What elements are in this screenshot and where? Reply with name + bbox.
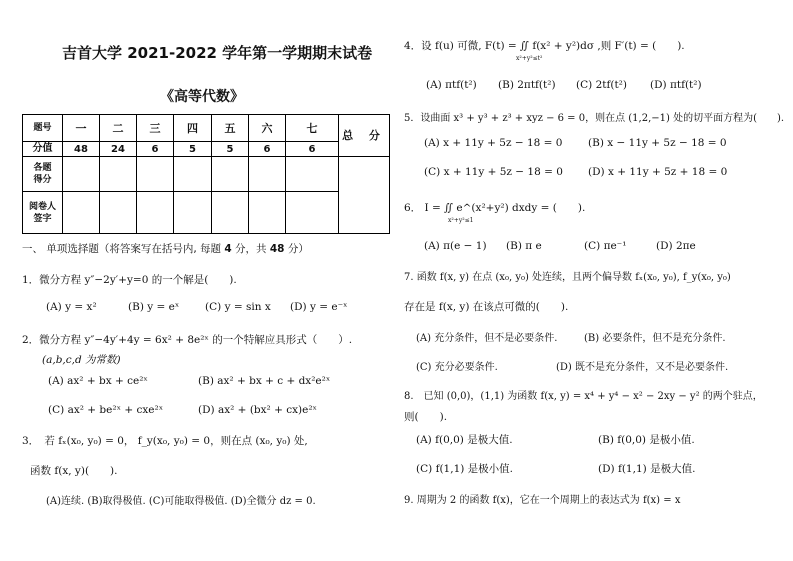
col-6: 六 xyxy=(249,115,286,142)
q2-option-a[interactable]: (A) ax² + bx + ce²ˣ xyxy=(48,375,148,387)
points-2: 24 xyxy=(100,142,137,156)
q4-domain: x²+y²≤t² xyxy=(516,55,543,62)
q6-domain: x²+y²≤1 xyxy=(448,217,474,224)
q4-text: 4．设 f(u) 可微, F(t) = ∬ f(x² + y²)dσ ,则 F′(t) = ( ). xyxy=(404,40,685,52)
grader-cell[interactable] xyxy=(174,192,212,234)
q6-option-d[interactable]: (D) 2πe xyxy=(656,240,696,252)
q8-option-a[interactable]: (A) f(0,0) 是极大值. xyxy=(416,434,513,446)
q7-option-d[interactable]: (D) 既不是充分条件，又不是必要条件. xyxy=(556,362,729,373)
q8-option-d[interactable]: (D) f(1,1) 是极大值. xyxy=(598,463,696,475)
score-points-row xyxy=(23,142,390,156)
q3-options[interactable]: (A)连续. (B)取得极值. (C)可能取得极值. (D)全微分 dz = 0. xyxy=(46,496,316,507)
score-table xyxy=(22,114,390,234)
earned-cell[interactable] xyxy=(137,156,174,192)
header-label: 题号 xyxy=(23,115,63,142)
row3-label: 各题得分 xyxy=(23,156,63,192)
q7-option-b[interactable]: (B) 必要条件，但不是充分条件. xyxy=(584,333,726,344)
grader-cell[interactable] xyxy=(286,192,339,234)
q2-option-d[interactable]: (D) ax² + (bx² + cx)e²ˣ xyxy=(198,404,318,416)
q1-option-c[interactable]: (C) y = sin x xyxy=(205,301,271,313)
q6-option-a[interactable]: (A) π(e − 1) xyxy=(424,240,487,252)
points-3: 6 xyxy=(137,142,174,156)
col-5: 五 xyxy=(212,115,249,142)
points-4: 5 xyxy=(174,142,212,156)
q5-text: 5．设曲面 x³ + y³ + z³ + xyz − 6 = 0，则在点 (1,2,−1) 处的切平面方程为( ). xyxy=(404,113,785,124)
points-label: 分值 xyxy=(23,142,63,156)
q7-text2: 存在是 f(x, y) 在该点可微的( ). xyxy=(404,301,569,313)
exam-title: 吉首大学 2021-2022 学年第一学期期末试卷 xyxy=(62,44,373,62)
q4-option-c[interactable]: (C) 2tf(t²) xyxy=(576,79,627,91)
q1-option-d[interactable]: (D) y = e⁻ˣ xyxy=(290,301,348,313)
earned-cell[interactable] xyxy=(286,156,339,192)
exam-subject: 《高等代数》 xyxy=(160,89,244,105)
col-4: 四 xyxy=(174,115,212,142)
q5-option-a[interactable]: (A) x + 11y + 5z − 18 = 0 xyxy=(424,137,563,149)
q8-text: 8. 已知 (0,0)，(1,1) 为函数 f(x, y) = x⁴ + y⁴ − x² − 2xy − y² 的两个驻点， xyxy=(404,391,763,402)
q3-text2: 函数 f(x, y)( ). xyxy=(30,465,118,477)
q1-option-b[interactable]: (B) y = eˣ xyxy=(128,301,180,313)
q1-text: 1．微分方程 y″−2y′+y=0 的一个解是( ). xyxy=(22,274,237,286)
q2-option-c[interactable]: (C) ax² + be²ˣ + cxe²ˣ xyxy=(48,404,164,416)
points-7: 6 xyxy=(286,142,339,156)
q2-option-b[interactable]: (B) ax² + bx + c + dx²e²ˣ xyxy=(198,375,331,387)
q2-note: (a,b,c,d 为常数) xyxy=(42,354,121,366)
total-score-cell[interactable] xyxy=(339,156,390,233)
grader-cell[interactable] xyxy=(212,192,249,234)
q8-text2: 则( ). xyxy=(404,411,448,423)
q6-text: 6． I = ∬ e^(x²+y²) dxdy = ( ). xyxy=(404,202,586,214)
grader-cell[interactable] xyxy=(63,192,100,234)
q8-option-c[interactable]: (C) f(1,1) 是极小值. xyxy=(416,463,514,475)
earned-cell[interactable] xyxy=(100,156,137,192)
q5-option-c[interactable]: (C) x + 11y + 5z − 18 = 0 xyxy=(424,166,563,178)
q7-option-c[interactable]: (C) 充分必要条件. xyxy=(416,362,498,373)
earned-cell[interactable] xyxy=(63,156,100,192)
q4-option-d[interactable]: (D) πtf(t²) xyxy=(650,79,702,91)
q5-option-b[interactable]: (B) x − 11y + 5z − 18 = 0 xyxy=(588,137,727,149)
points-1: 48 xyxy=(63,142,100,156)
q7-option-a[interactable]: (A) 充分条件，但不是必要条件. xyxy=(416,333,558,344)
earned-cell[interactable] xyxy=(174,156,212,192)
q9-text: 9. 周期为 2 的函数 f(x)，它在一个周期上的表达式为 f(x) = x xyxy=(404,495,681,506)
points-5: 5 xyxy=(212,142,249,156)
q1-option-a[interactable]: (A) y = x² xyxy=(46,301,97,313)
score-header-row xyxy=(23,115,390,142)
col-7: 七 xyxy=(286,115,339,142)
grader-cell[interactable] xyxy=(100,192,137,234)
col-1: 一 xyxy=(63,115,100,142)
q8-option-b[interactable]: (B) f(0,0) 是极小值. xyxy=(598,434,695,446)
q4-option-b[interactable]: (B) 2πtf(t²) xyxy=(498,79,556,91)
q3-text: 3． 若 fₓ(x₀, y₀) = 0， f_y(x₀, y₀) = 0，则在点 (x₀, y₀) 处, xyxy=(22,435,308,447)
col-3: 三 xyxy=(137,115,174,142)
q6-option-c[interactable]: (C) πe⁻¹ xyxy=(584,240,627,252)
q6-option-b[interactable]: (B) π e xyxy=(506,240,542,252)
score-grader-row xyxy=(23,192,390,234)
q2-text: 2．微分方程 y″−4y′+4y = 6x² + 8e²ˣ 的一个特解应具形式（ ）. xyxy=(22,334,353,346)
q5-option-d[interactable]: (D) x + 11y + 5z + 18 = 0 xyxy=(588,166,728,178)
q7-text: 7. 函数 f(x, y) 在点 (x₀, y₀) 处连续，且两个偏导数 fₓ(x₀, y₀), f_y(x₀, y₀) xyxy=(404,272,731,283)
col-2: 二 xyxy=(100,115,137,142)
earned-cell[interactable] xyxy=(249,156,286,192)
grader-cell[interactable] xyxy=(137,192,174,234)
points-6: 6 xyxy=(249,142,286,156)
q4-option-a[interactable]: (A) πtf(t²) xyxy=(426,79,477,91)
grader-cell[interactable] xyxy=(249,192,286,234)
total-label: 总 分 xyxy=(339,115,390,157)
section1-heading: 一、 单项选择题（将答案写在括号内, 每题 4 分，共 48 分） xyxy=(22,243,309,255)
score-earned-row xyxy=(23,156,390,192)
earned-cell[interactable] xyxy=(212,156,249,192)
row4-label: 阅卷人签字 xyxy=(23,192,63,234)
